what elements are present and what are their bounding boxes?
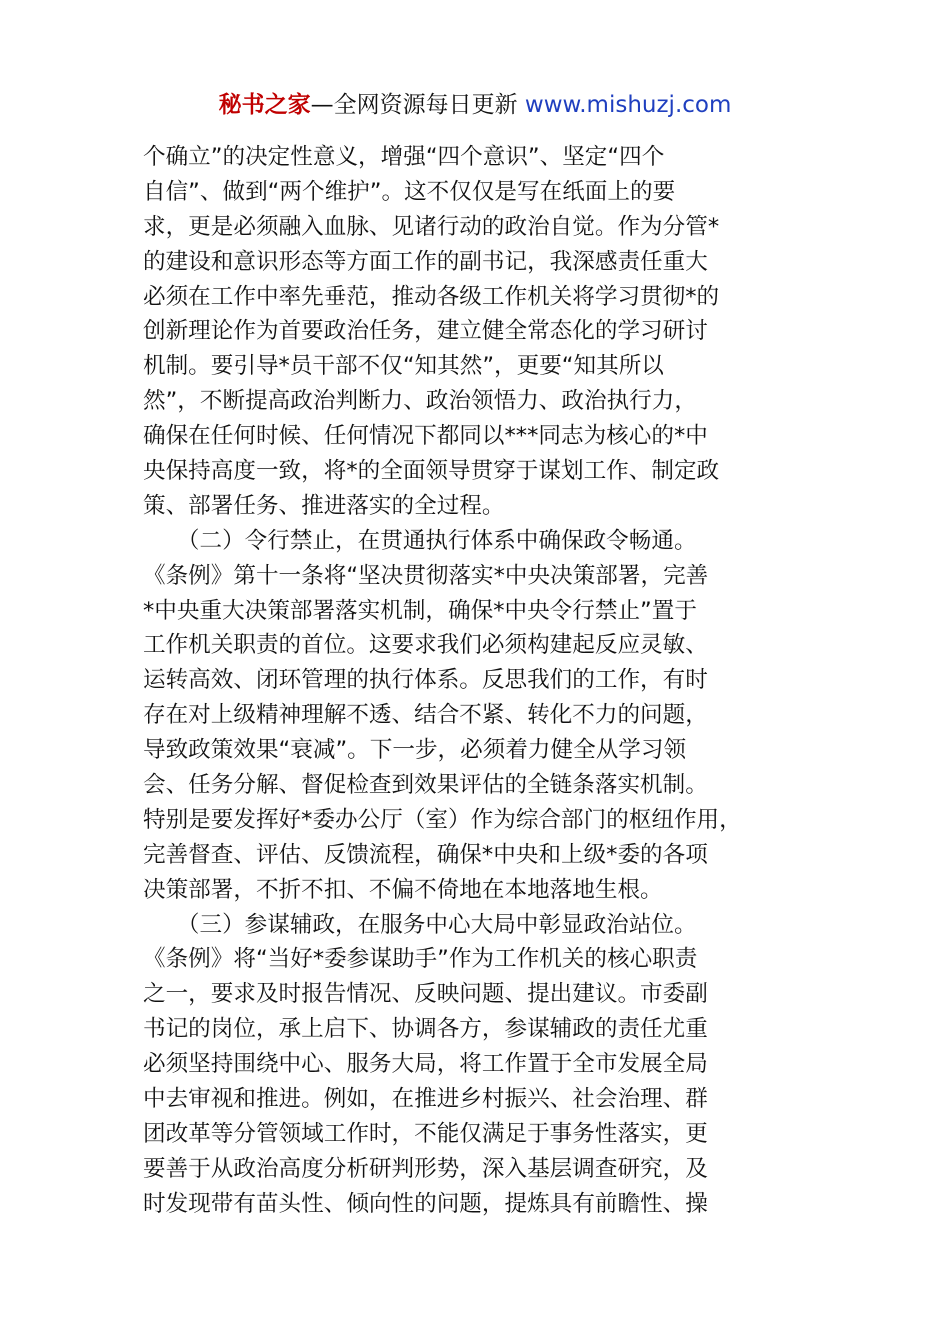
text-line: 创新理论作为首要政治任务，建立健全常态化的学习研讨	[143, 318, 708, 345]
text-line: 决策部署，不折不扣、不偏不倚地在本地落地生根。	[143, 876, 663, 903]
text-line: 策、部署任务、推进落实的全过程。	[143, 492, 505, 519]
text-line: 完善督查、评估、反馈流程，确保*中央和上级*委的各项	[143, 841, 708, 868]
section-heading-line: （二）令行禁止，在贯通执行体系中确保政令畅通。	[143, 527, 697, 554]
text-line: 央保持高度一致，将*的全面领导贯穿于谋划工作、制定政	[143, 458, 720, 485]
text-line: 的建设和意识形态等方面工作的副书记，我深感责任重大	[143, 248, 708, 275]
text-line: 导致政策效果“衰减”。下一步，必须着力健全从学习领	[143, 737, 687, 764]
text-line: 存在对上级精神理解不透、结合不紧、转化不力的问题，	[143, 702, 708, 729]
text-line: 必须坚持围绕中心、服务大局，将工作置于全市发展全局	[143, 1051, 708, 1078]
section-heading-line: （三）参谋辅政，在服务中心大局中彰显政治站位。	[143, 911, 697, 938]
text-line: 会、任务分解、督促检查到效果评估的全链条落实机制。	[143, 772, 708, 799]
text-line: 团改革等分管领域工作时，不能仅满足于事务性落实，更	[143, 1120, 708, 1147]
site-header	[0, 88, 950, 122]
text-line: 特别是要发挥好*委办公厅（室）作为综合部门的枢纽作用，	[143, 806, 742, 833]
site-url-link[interactable]: www.mishuzj.com	[524, 92, 732, 118]
text-line: 个确立”的决定性意义，增强“四个意识”、坚定“四个	[143, 144, 665, 170]
text-line: *中央重大决策部署落实机制，确保*中央令行禁止”置于	[143, 597, 697, 624]
document-body	[143, 140, 823, 1222]
text-line: 《条例》第十一条将“坚决贯彻落实*中央决策部署，完善	[143, 562, 709, 589]
text-line: 工作机关职责的首位。这要求我们必须构建起反应灵敏、	[143, 632, 708, 659]
brand-name: 秘书之家	[218, 92, 311, 118]
text-line: 书记的岗位，承上启下、协调各方，参谋辅政的责任尤重	[143, 1016, 708, 1043]
text-line: 机制。要引导*员干部不仅“知其然”，更要“知其所以	[143, 353, 664, 380]
text-line: 《条例》将“当好*委参谋助手”作为工作机关的核心职责	[143, 946, 698, 973]
text-line: 确保在任何时候、任何情况下都同以***同志为核心的*中	[143, 423, 708, 450]
text-line: 中去审视和推进。例如，在推进乡村振兴、社会治理、群	[143, 1086, 708, 1113]
text-line: 然”，不断提高政治判断力、政治领悟力、政治执行力，	[143, 388, 697, 415]
header-tagline: —全网资源每日更新	[310, 92, 525, 118]
text-line: 之一，要求及时报告情况、反映问题、提出建议。市委副	[143, 981, 708, 1008]
text-line: 运转高效、闭环管理的执行体系。反思我们的工作，有时	[143, 667, 708, 694]
text-line: 时发现带有苗头性、倾向性的问题，提炼具有前瞻性、操	[143, 1190, 708, 1217]
text-line: 自信”、做到“两个维护”。这不仅仅是写在纸面上的要	[143, 178, 676, 205]
text-line: 必须在工作中率先垂范，推动各级工作机关将学习贯彻*的	[143, 283, 720, 310]
text-line: 求，更是必须融入血脉、见诸行动的政治自觉。作为分管*	[143, 213, 720, 240]
text-line: 要善于从政治高度分析研判形势，深入基层调查研究，及	[143, 1155, 708, 1182]
